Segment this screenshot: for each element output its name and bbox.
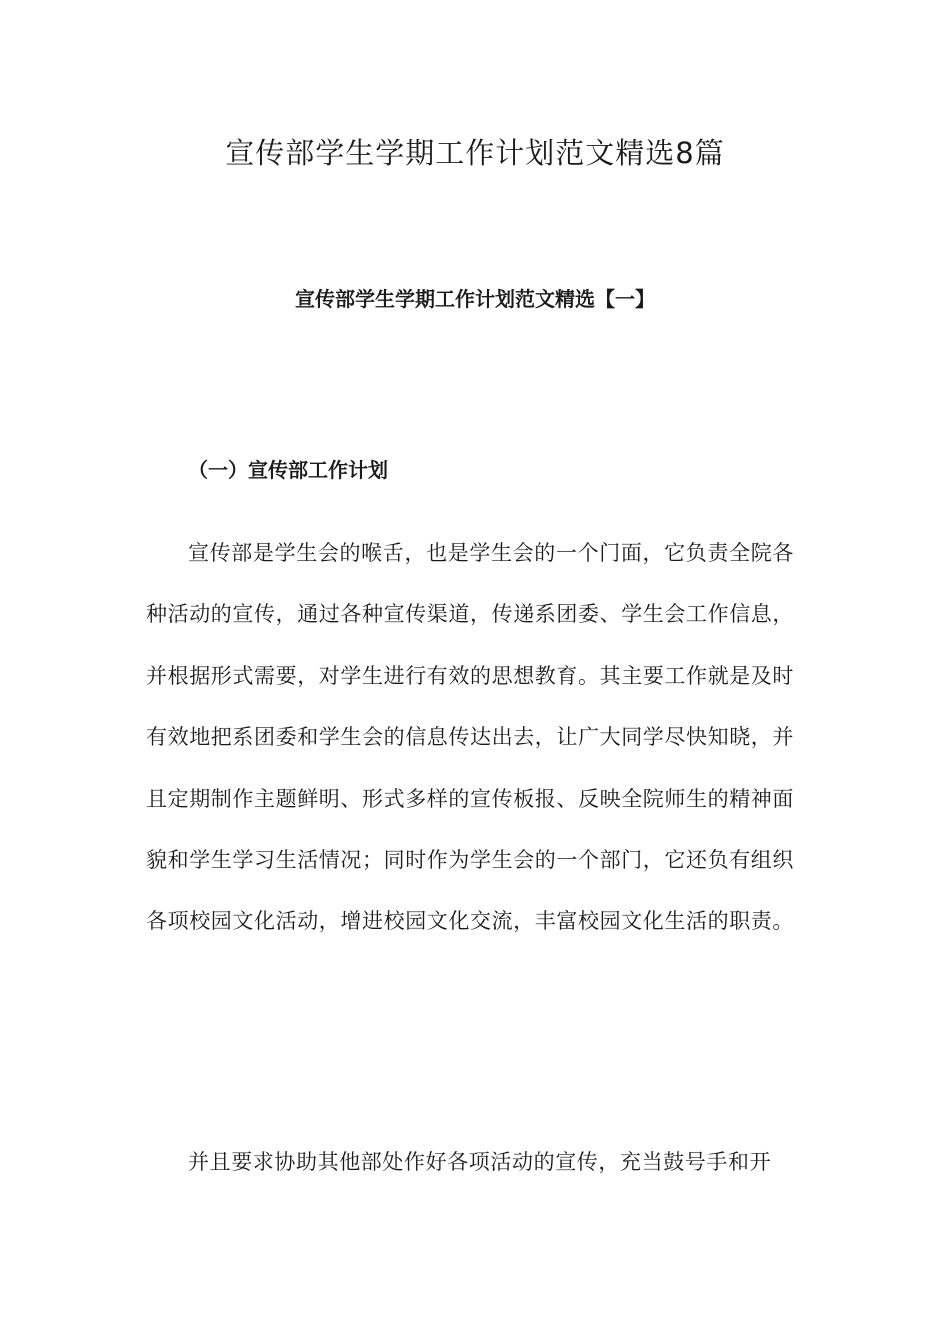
body-paragraph: 并且要求协助其他部处作好各项活动的宣传，充当鼓号手和开 — [188, 1150, 772, 1174]
document-subtitle: 宣传部学生学期工作计划范文精选【一】 — [295, 287, 655, 311]
section-heading: （一）宣传部工作计划 — [188, 458, 388, 482]
body-paragraph: 宣传部是学生会的喉舌，也是学生会的一个门面，它负责全院各种活动的宣传，通过各种宣传渠道，传递系团委、学生会工作信息，并根据形式需要，对学生进行有效的思想教育。其主要工作就是及时有效地把系团委和学生会的信息传达出去，让广大同学尽快知晓，并且定期制作主题鲜明、形式多样的宣传板报、反映全院师生的精神面貌和学生学习生活情况；同时作为学生会的一个部门，它还负有组织各项校园文化活动，增进校园文化交流，丰富校园文化生活的职责。 — [146, 541, 794, 934]
document-title: 宣传部学生学期工作计划范文精选8篇 — [225, 136, 725, 170]
